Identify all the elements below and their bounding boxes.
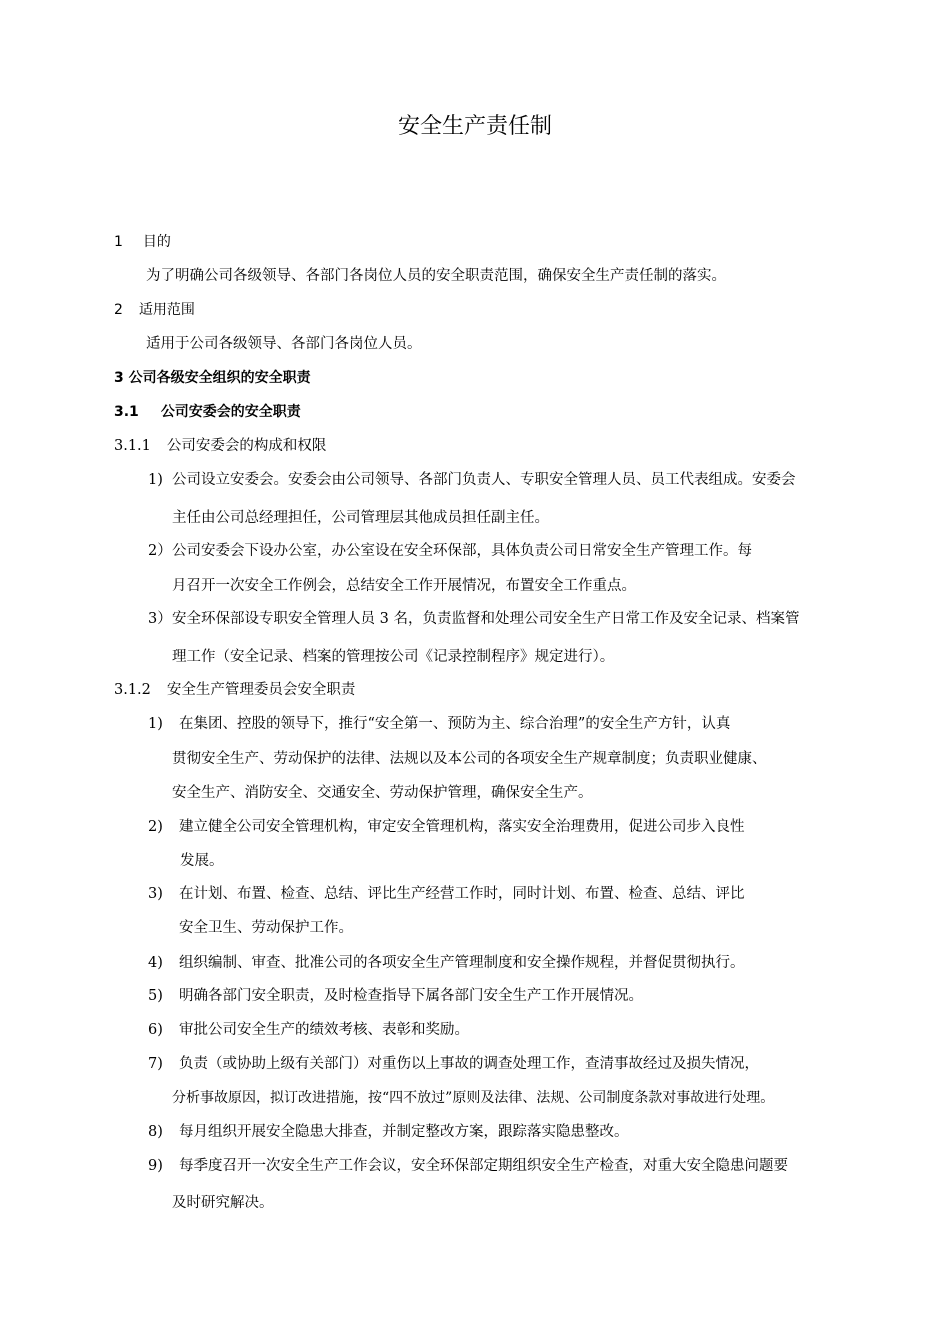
section-number: 3.1.1: [114, 438, 151, 454]
item-line: 公司设立安委会。安委会由公司领导、各部门负责人、专职安全管理人员、员工代表组成。安委会: [172, 472, 796, 488]
item-line: 安全环保部设专职安全管理人员 3 名，负责监督和处理公司安全生产日常工作及安全记录、档案管: [172, 611, 800, 627]
item-number: 7): [148, 1056, 163, 1072]
item-line: 在集团、控股的领导下，推行“安全第一、预防为主、综合治理”的安全生产方针，认真: [179, 716, 731, 732]
section-3-1-1-heading: [114, 436, 326, 456]
item-line: 贯彻安全生产、劳动保护的法律、法规以及本公司的各项安全生产规章制度；负责职业健康、: [172, 751, 767, 767]
item-line: 安全生产、消防安全、交通安全、劳动保护管理，确保安全生产。: [172, 785, 593, 801]
section-label: 公司安委会的安全职责: [160, 404, 301, 420]
section-3-1-heading: [114, 402, 301, 422]
section-1-heading: [114, 232, 171, 252]
item-line: 建立健全公司安全管理机构，审定安全管理机构，落实安全治理费用，促进公司步入良性: [179, 819, 745, 835]
section-3-heading: 3 公司各级安全组织的安全职责: [114, 370, 311, 386]
item-line: 负责（或协助上级有关部门）对重伤以上事故的调查处理工作，查清事故经过及损失情况，: [179, 1056, 759, 1072]
item-line: 主任由公司总经理担任，公司管理层其他成员担任副主任。: [172, 510, 549, 526]
item-line: 发展。: [180, 853, 224, 869]
document-title: 安全生产责任制: [397, 114, 552, 139]
item-line: 明确各部门安全职责，及时检查指导下属各部门安全生产工作开展情况。: [179, 988, 643, 1004]
section-number: 3.1.2: [114, 682, 151, 698]
section-1-body: 为了明确公司各级领导、各部门各岗位人员的安全职责范围，确保安全生产责任制的落实。: [146, 268, 726, 284]
item-line: 组织编制、审查、批准公司的各项安全生产管理制度和安全操作规程，并督促贯彻执行。: [179, 955, 745, 971]
item-line: 每月组织开展安全隐患大排查，并制定整改方案，跟踪落实隐患整改。: [179, 1124, 629, 1140]
item-line: 分析事故原因，拟订改进措施，按“四不放过”原则及法律、法规、公司制度条款对事故进行处理。: [172, 1090, 775, 1106]
item-line: 及时研究解决。: [172, 1195, 274, 1211]
item-number: 2）: [148, 543, 172, 559]
item-number: 1): [148, 472, 163, 488]
section-2-body: 适用于公司各级领导、各部门各岗位人员。: [146, 336, 422, 352]
item-number: 4): [148, 955, 163, 971]
item-number: 9): [148, 1158, 163, 1174]
section-label: 目的: [142, 234, 171, 250]
item-number: 5): [148, 988, 163, 1004]
section-label: 安全生产管理委员会安全职责: [166, 682, 356, 698]
section-label: 适用范围: [138, 302, 195, 318]
item-line: 月召开一次安全工作例会，总结安全工作开展情况，布置安全工作重点。: [172, 578, 636, 594]
section-number: 3.1: [114, 404, 139, 420]
item-number: 8): [148, 1124, 163, 1140]
section-2-heading: [114, 300, 195, 320]
item-line: 公司安委会下设办公室，办公室设在安全环保部，具体负责公司日常安全生产管理工作。每: [172, 543, 752, 559]
item-number: 6): [148, 1022, 163, 1038]
item-number: 1): [148, 716, 163, 732]
item-number: 3): [148, 886, 163, 902]
item-line: 在计划、布置、检查、总结、评比生产经营工作时，同时计划、布置、检查、总结、评比: [179, 886, 745, 902]
item-line: 理工作（安全记录、档案的管理按公司《记录控制程序》规定进行）。: [172, 649, 615, 665]
section-number: 2: [114, 302, 123, 318]
item-line: 每季度召开一次安全生产工作会议，安全环保部定期组织安全生产检查，对重大安全隐患问题要: [179, 1158, 788, 1174]
section-3-1-2-heading: [114, 680, 355, 700]
section-label: 公司安委会的构成和权限: [166, 438, 327, 454]
item-number: 3）: [148, 611, 172, 627]
section-number: 1: [114, 234, 123, 250]
item-line: 审批公司安全生产的绩效考核、表彰和奖励。: [179, 1022, 469, 1038]
item-line: 安全卫生、劳动保护工作。: [179, 920, 353, 936]
item-number: 2): [148, 819, 163, 835]
